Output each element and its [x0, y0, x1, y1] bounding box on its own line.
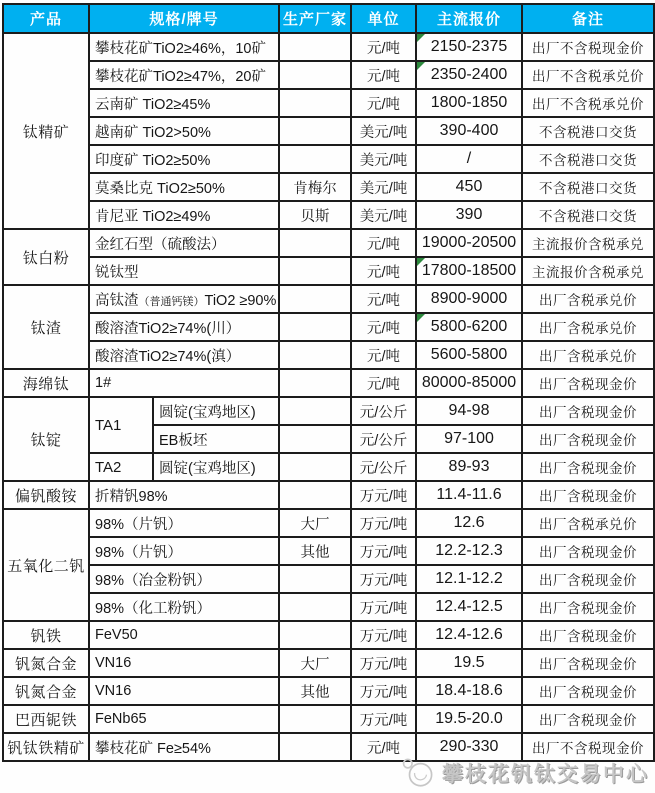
spec-cell: 1# [89, 369, 279, 397]
unit-cell: 元/吨 [351, 341, 416, 369]
note-cell: 出厂含税现金价 [522, 397, 654, 425]
unit-cell: 元/公斤 [351, 397, 416, 425]
price-cell: 450 [416, 173, 522, 201]
note-cell: 出厂含税现金价 [522, 621, 654, 649]
price-cell: 19.5-20.0 [416, 705, 522, 733]
spec-cell: 越南矿 TiO2>50% [89, 117, 279, 145]
price-cell: 12.4-12.5 [416, 593, 522, 621]
unit-cell: 元/吨 [351, 369, 416, 397]
table-row [3, 677, 654, 705]
unit-cell: 万元/吨 [351, 649, 416, 677]
spec-cell: 攀枝花矿TiO2≥47%，20矿 [89, 61, 279, 89]
table-row [3, 285, 654, 313]
product-cell: 钛精矿 [3, 33, 89, 229]
unit-cell: 元/吨 [351, 89, 416, 117]
product-cell: 钒钛铁精矿 [3, 733, 89, 761]
table-row [3, 397, 654, 425]
price-cell: 18.4-18.6 [416, 677, 522, 705]
table-row [3, 593, 654, 621]
manufacturer-cell [279, 89, 351, 117]
note-cell: 出厂含税现金价 [522, 425, 654, 453]
price-cell: 1800-1850 [416, 89, 522, 117]
unit-cell: 万元/吨 [351, 593, 416, 621]
note-cell: 出厂含税现金价 [522, 705, 654, 733]
spec-cell: 98%（化工粉钒） [89, 593, 279, 621]
spec-cell: FeV50 [89, 621, 279, 649]
note-cell: 出厂含税承兑价 [522, 509, 654, 537]
table-row [3, 173, 654, 201]
unit-cell: 元/吨 [351, 313, 416, 341]
table-row [3, 453, 654, 481]
price-cell: 12.2-12.3 [416, 537, 522, 565]
note-cell: 出厂含税现金价 [522, 369, 654, 397]
spec-cell: 折精钒98% [89, 481, 279, 509]
unit-cell: 元/公斤 [351, 453, 416, 481]
unit-cell: 美元/吨 [351, 145, 416, 173]
comment-marker-icon [417, 62, 425, 70]
manufacturer-cell: 肯梅尔 [279, 173, 351, 201]
col-header-product: 产品 [3, 4, 89, 33]
manufacturer-cell [279, 397, 351, 425]
table-row [3, 145, 654, 173]
price-cell: 19.5 [416, 649, 522, 677]
spec-cell: 圆锭(宝鸡地区) [153, 453, 279, 481]
note-cell: 不含税港口交货 [522, 117, 654, 145]
price-cell: 390-400 [416, 117, 522, 145]
table-row [3, 33, 654, 61]
price-cell: 12.4-12.6 [416, 621, 522, 649]
manufacturer-cell [279, 621, 351, 649]
spec-cell: 圆锭(宝鸡地区) [153, 397, 279, 425]
unit-cell: 美元/吨 [351, 117, 416, 145]
price-cell: 94-98 [416, 397, 522, 425]
price-cell [416, 313, 522, 341]
unit-cell: 元/吨 [351, 33, 416, 61]
unit-cell: 元/吨 [351, 285, 416, 313]
price-value: 5800-6200 [430, 318, 508, 335]
product-cell: 海绵钛 [3, 369, 89, 397]
table-row [3, 257, 654, 285]
spec-cell: FeNb65 [89, 705, 279, 733]
manufacturer-cell [279, 425, 351, 453]
manufacturer-cell [279, 453, 351, 481]
price-cell: 8900-9000 [416, 285, 522, 313]
manufacturer-cell [279, 705, 351, 733]
unit-cell: 元/公斤 [351, 425, 416, 453]
product-cell: 钛白粉 [3, 229, 89, 285]
unit-cell: 万元/吨 [351, 509, 416, 537]
manufacturer-cell: 大厂 [279, 509, 351, 537]
note-cell: 出厂含税现金价 [522, 677, 654, 705]
note-cell: 出厂不含税承兑价 [522, 89, 654, 117]
unit-cell: 万元/吨 [351, 537, 416, 565]
col-header-unit: 单位 [351, 4, 416, 33]
note-cell: 不含税港口交货 [522, 145, 654, 173]
note-cell: 主流报价含税承兑 [522, 257, 654, 285]
note-cell: 出厂不含税现金价 [522, 733, 654, 761]
price-value: 17800-18500 [421, 262, 517, 279]
product-cell: 巴西铌铁 [3, 705, 89, 733]
price-cell: 11.4-11.6 [416, 481, 522, 509]
product-cell: 钒氮合金 [3, 649, 89, 677]
price-cell: 390 [416, 201, 522, 229]
spec-cell: 酸溶渣TiO2≥74%(川） [89, 313, 279, 341]
product-cell: 五氧化二钒 [3, 509, 89, 621]
manufacturer-cell: 其他 [279, 537, 351, 565]
table-row [3, 89, 654, 117]
spec-cell: VN16 [89, 649, 279, 677]
spec-cell: 云南矿 TiO2≥45% [89, 89, 279, 117]
price-cell: 12.6 [416, 509, 522, 537]
table-row [3, 341, 654, 369]
note-cell: 出厂含税现金价 [522, 593, 654, 621]
col-header-price: 主流报价 [416, 4, 522, 33]
table-row [3, 537, 654, 565]
unit-cell: 万元/吨 [351, 705, 416, 733]
price-cell: / [416, 145, 522, 173]
note-cell: 出厂含税承兑价 [522, 285, 654, 313]
unit-cell: 万元/吨 [351, 481, 416, 509]
price-cell [416, 61, 522, 89]
manufacturer-cell [279, 565, 351, 593]
table-row [3, 313, 654, 341]
manufacturer-cell: 贝斯 [279, 201, 351, 229]
spec-part: 高钛渣 [95, 292, 139, 309]
manufacturer-cell [279, 285, 351, 313]
price-cell: 97-100 [416, 425, 522, 453]
price-value: 2350-2400 [430, 66, 508, 83]
unit-cell: 万元/吨 [351, 565, 416, 593]
comment-marker-icon [417, 314, 425, 322]
product-cell: 钛锭 [3, 397, 89, 481]
header-row [3, 4, 654, 33]
grade-cell: TA1 [89, 397, 153, 453]
note-cell: 出厂含税承兑价 [522, 341, 654, 369]
spec-cell: 攀枝花矿 Fe≥54% [89, 733, 279, 761]
note-cell: 出厂不含税承兑价 [522, 61, 654, 89]
table-row [3, 229, 654, 257]
note-cell: 不含税港口交货 [522, 173, 654, 201]
spec-cell: VN16 [89, 677, 279, 705]
manufacturer-cell [279, 229, 351, 257]
price-cell: 80000-85000 [416, 369, 522, 397]
manufacturer-cell [279, 117, 351, 145]
manufacturer-cell [279, 257, 351, 285]
price-cell: 89-93 [416, 453, 522, 481]
watermark [400, 756, 649, 790]
comment-marker-icon [417, 34, 425, 42]
table-row [3, 201, 654, 229]
table-row [3, 649, 654, 677]
unit-cell: 万元/吨 [351, 621, 416, 649]
spec-cell: EB板坯 [153, 425, 279, 453]
price-cell [416, 257, 522, 285]
price-table [2, 3, 655, 762]
spec-cell: 肯尼亚 TiO2≥49% [89, 201, 279, 229]
note-cell: 不含税港口交货 [522, 201, 654, 229]
unit-cell: 美元/吨 [351, 201, 416, 229]
table-row [3, 117, 654, 145]
unit-cell: 万元/吨 [351, 677, 416, 705]
spec-cell: 98%（片钒） [89, 509, 279, 537]
note-cell: 出厂含税现金价 [522, 537, 654, 565]
spec-cell: 印度矿 TiO2≥50% [89, 145, 279, 173]
unit-cell: 元/吨 [351, 229, 416, 257]
price-cell: 5600-5800 [416, 341, 522, 369]
table-row [3, 61, 654, 89]
watermark-logo-icon [400, 756, 436, 790]
spec-cell: 攀枝花矿TiO2≥46%，10矿 [89, 33, 279, 61]
watermark-text: 攀枝花钒钛交易中心 [442, 763, 649, 786]
spec-cell: 98%（冶金粉钒） [89, 565, 279, 593]
manufacturer-cell: 其他 [279, 677, 351, 705]
note-cell: 出厂含税现金价 [522, 453, 654, 481]
col-header-spec: 规格/牌号 [89, 4, 279, 33]
note-cell: 出厂含税现金价 [522, 481, 654, 509]
table-row [3, 481, 654, 509]
manufacturer-cell [279, 33, 351, 61]
spec-cell: 酸溶渣TiO2≥74%(滇） [89, 341, 279, 369]
unit-cell: 美元/吨 [351, 173, 416, 201]
spec-cell: 金红石型（硫酸法） [89, 229, 279, 257]
unit-cell: 元/吨 [351, 733, 416, 761]
note-cell: 主流报价含税承兑 [522, 229, 654, 257]
spec-cell: 莫桑比克 TiO2≥50% [89, 173, 279, 201]
col-header-manufacturer: 生产厂家 [279, 4, 351, 33]
price-cell: 12.1-12.2 [416, 565, 522, 593]
manufacturer-cell [279, 481, 351, 509]
spec-cell: 98%（片钒） [89, 537, 279, 565]
product-cell: 偏钒酸铵 [3, 481, 89, 509]
spec-part: TiO2 ≥90% [204, 292, 277, 309]
price-cell [416, 33, 522, 61]
grade-cell: TA2 [89, 453, 153, 481]
manufacturer-cell [279, 61, 351, 89]
price-cell: 290-330 [416, 733, 522, 761]
spec-cell: 锐钛型 [89, 257, 279, 285]
product-cell: 钒铁 [3, 621, 89, 649]
note-cell: 出厂不含税现金价 [522, 33, 654, 61]
manufacturer-cell [279, 145, 351, 173]
table-row [3, 509, 654, 537]
manufacturer-cell [279, 369, 351, 397]
table-row [3, 705, 654, 733]
spec-cell [89, 285, 279, 313]
manufacturer-cell [279, 313, 351, 341]
price-cell: 19000-20500 [416, 229, 522, 257]
note-cell: 出厂含税现金价 [522, 649, 654, 677]
spec-part-small: （普通钙镁） [138, 295, 205, 308]
manufacturer-cell [279, 341, 351, 369]
price-value: 2150-2375 [430, 38, 508, 55]
col-header-note: 备注 [522, 4, 654, 33]
table-row [3, 565, 654, 593]
manufacturer-cell [279, 733, 351, 761]
unit-cell: 元/吨 [351, 61, 416, 89]
note-cell: 出厂含税承兑价 [522, 313, 654, 341]
table-row [3, 621, 654, 649]
note-cell: 出厂含税现金价 [522, 565, 654, 593]
product-cell: 钛渣 [3, 285, 89, 369]
comment-marker-icon [417, 258, 425, 266]
table-row [3, 369, 654, 397]
manufacturer-cell: 大厂 [279, 649, 351, 677]
manufacturer-cell [279, 593, 351, 621]
unit-cell: 元/吨 [351, 257, 416, 285]
product-cell: 钒氮合金 [3, 677, 89, 705]
